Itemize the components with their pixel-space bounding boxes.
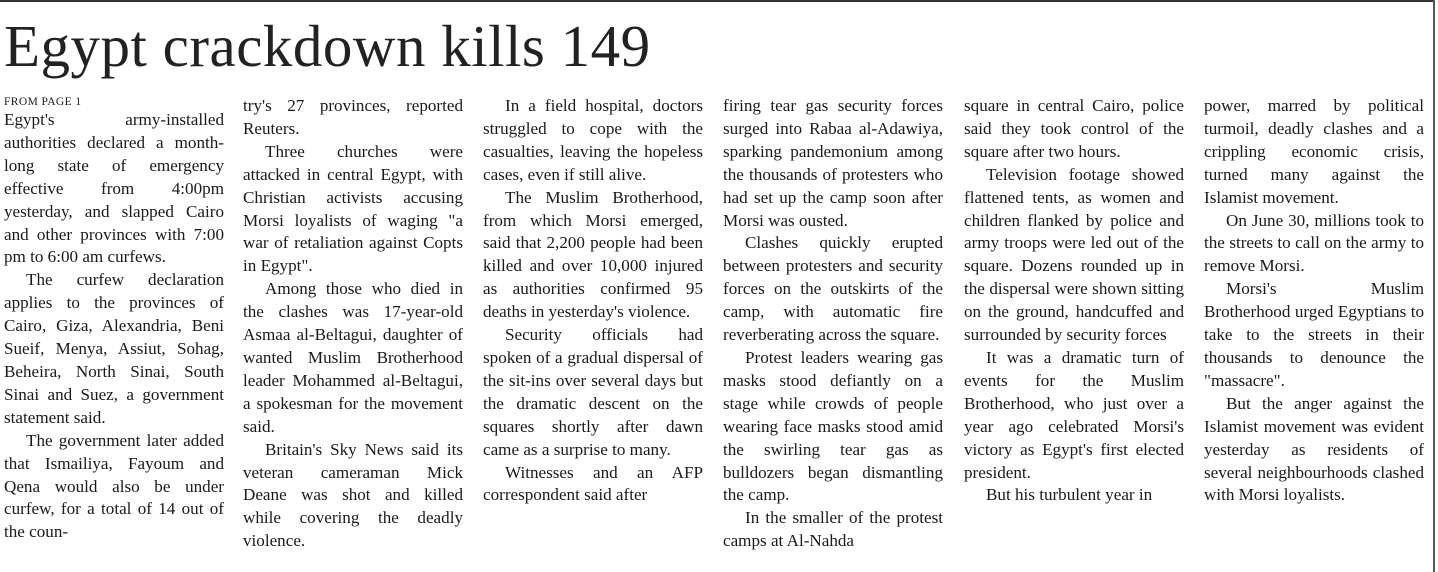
article-column-1 <box>4 95 224 544</box>
paragraph: power, marred by political turmoil, deadly clashes and a crippling economic crisis, turned many against the Islamist movement. <box>1204 96 1424 207</box>
paragraph: Three churches were attacked in central Egypt, with Christian activists accusing Morsi loyalists of waging "a war of retaliation against Copts in Egypt". <box>243 141 463 276</box>
page-edge <box>1433 0 1435 572</box>
top-rule <box>0 0 1434 2</box>
paragraph: square in central Cairo, police said they took control of the square after two hours. <box>964 96 1184 161</box>
paragraph: On June 30, millions took to the streets to call on the army to remove Morsi. <box>1204 210 1424 276</box>
paragraph: In a field hospital, doctors struggled to cope with the casualties, leaving the hopeless cases, even if still alive. <box>483 96 703 184</box>
paragraph: Britain's Sky News said its veteran cameraman Mick Deane was shot and killed while covering the deadly violence. <box>243 439 463 551</box>
paragraph: Egypt's army-installed authorities declared a month-long state of emergency effective from 4:00pm yesterday, and slapped Cairo and other provinces with 7:00 pm to 6:00 am curfews. <box>4 110 224 267</box>
paragraph: Television footage showed flattened tents, as women and children flanked by police and army troops were led out of the square. Dozens rounded up in the dispersal were shown sitting on the ground, handcuffed and surrounded by security forces <box>964 164 1184 345</box>
paragraph: firing tear gas security forces surged into Rabaa al-Adawiya, sparking pandemonium among the thousands of protesters who had set up the camp soon after Morsi was ousted. <box>723 96 943 230</box>
headline: Egypt crackdown kills 149 <box>4 13 651 79</box>
paragraph: Among those who died in the clashes was 17-year-old Asmaa al-Beltagui, daughter of wanted Muslim Brotherhood leader Mohammed al-Beltagui, a spokesman for the movement said. <box>243 279 463 436</box>
paragraph: It was a dramatic turn of events for the Muslim Brotherhood, who just over a year ago celebrated Morsi's victory as Egypt's first elected president. <box>964 347 1184 482</box>
paragraph: But the anger against the Islamist movement was evident yesterday as residents of several neighbourhoods clashed with Morsi loyalists. <box>1204 393 1424 505</box>
paragraph: The curfew declaration applies to the provinces of Cairo, Giza, Alexandria, Beni Sueif, Menya, Assiut, Sohag, Beheira, North Sinai, South Sinai and Suez, a government statement said. <box>4 270 224 427</box>
paragraph: Security officials had spoken of a gradual dispersal of the sit-ins over several days but the dramatic descent on the squares shortly after dawn came as a surprise to many. <box>483 325 703 459</box>
article-column-6 <box>1204 95 1424 507</box>
paragraph: In the smaller of the protest camps at Al-Nahda <box>723 508 943 551</box>
paragraph: Witnesses and an AFP correspondent said after <box>483 462 703 505</box>
paragraph: Protest leaders wearing gas masks stood defiantly on a stage while crowds of people wearing face masks stood amid the swirling tear gas as bulldozers began dismantling the camp. <box>723 347 943 505</box>
paragraph: The Muslim Brotherhood, from which Morsi emerged, said that 2,200 people had been killed and over 10,000 injured as authorities confirmed 95 deaths in yesterday's violence. <box>483 187 703 322</box>
article-column-2 <box>243 95 463 553</box>
paragraph: try's 27 provinces, reported Reuters. <box>243 96 463 138</box>
article-column-3 <box>483 95 703 507</box>
paragraph: Clashes quickly erupted between protesters and security forces on the outskirts of the camp, with automatic fire reverberating across the square. <box>723 233 943 345</box>
dateline: FROM PAGE 1 <box>4 96 82 108</box>
article-column-5 <box>964 95 1184 507</box>
paragraph: But his turbulent year in <box>986 485 1153 505</box>
paragraph: Morsi's Muslim Brotherhood urged Egyptians to take to the streets in their thousands to denounce the "massacre". <box>1204 279 1424 390</box>
article-column-4 <box>723 95 943 553</box>
paragraph: The government later added that Ismailiya, Fayoum and Qena would also be under curfew, for a total of 14 out of the coun- <box>4 430 224 542</box>
